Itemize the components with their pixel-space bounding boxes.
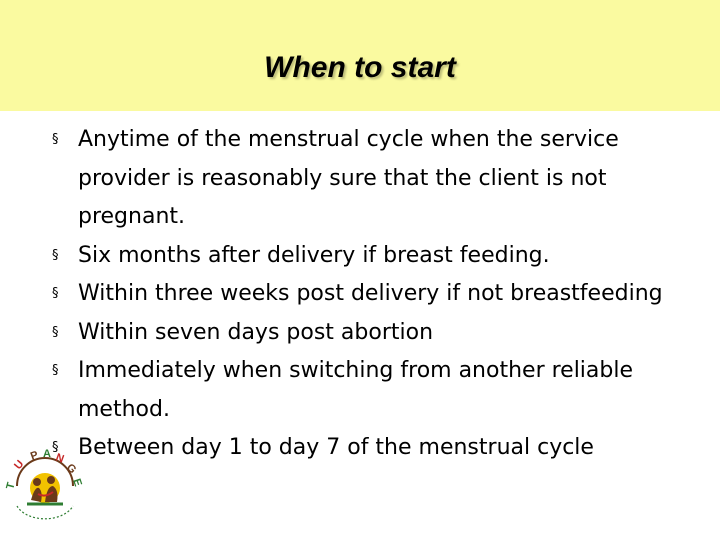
slide-title: When to start bbox=[264, 51, 456, 84]
bullet-text: Within three weeks post delivery if not breastfeeding bbox=[78, 281, 663, 306]
logo-letter: E bbox=[70, 477, 84, 488]
bullet-text: Immediately when switching from another reliable method. bbox=[78, 358, 634, 422]
logo-letter: P bbox=[28, 449, 40, 463]
bullet-icon: § bbox=[52, 132, 59, 147]
list-item bbox=[52, 237, 702, 276]
logo-figure-head bbox=[47, 476, 55, 484]
bullet-icon: § bbox=[52, 440, 59, 455]
tupange-logo bbox=[4, 448, 84, 526]
logo-letter: G bbox=[63, 461, 79, 477]
bullet-text: Between day 1 to day 7 of the menstrual cycle bbox=[78, 435, 594, 460]
list-item bbox=[52, 275, 702, 314]
logo-figure-head bbox=[33, 478, 41, 486]
bullet-icon: § bbox=[52, 324, 59, 340]
list-item bbox=[52, 314, 702, 353]
bullet-text: Within seven days post abortion bbox=[78, 319, 434, 345]
bullet-icon: § bbox=[52, 247, 59, 263]
bullet-text: Anytime of the menstrual cycle when the service provider is reasonably sure that the client is not pregnant. bbox=[78, 127, 619, 229]
logo-letter: U bbox=[12, 458, 27, 472]
bullet-list bbox=[52, 121, 702, 468]
bullet-icon: § bbox=[52, 286, 59, 301]
bullet-icon: § bbox=[52, 363, 59, 378]
list-item bbox=[52, 352, 702, 429]
list-item bbox=[52, 121, 702, 237]
bullet-text: Six months after delivery if breast feeding. bbox=[78, 242, 550, 268]
logo-tagline bbox=[17, 506, 73, 519]
logo-letter: T bbox=[4, 481, 18, 491]
logo-letter: N bbox=[53, 451, 66, 466]
logo-letter: A bbox=[43, 448, 51, 460]
list-item bbox=[52, 429, 702, 468]
